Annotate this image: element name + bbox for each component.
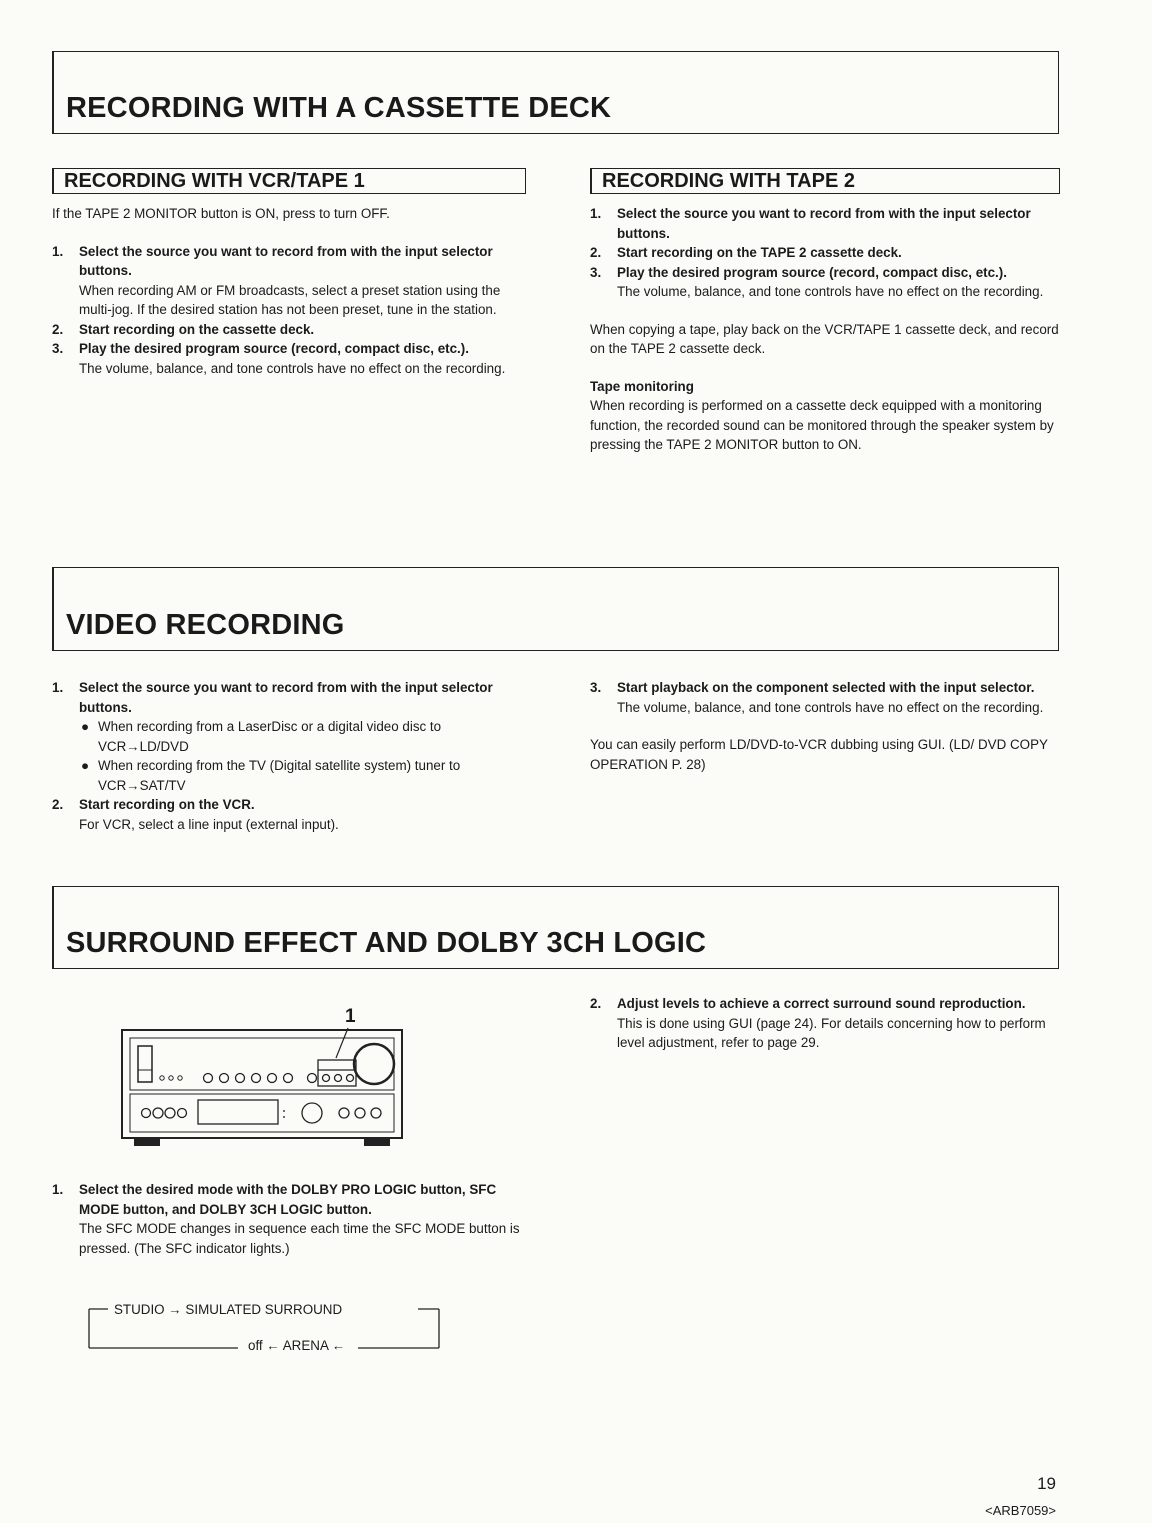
copy-note: When copying a tape, play back on the VCR/TAPE 1 cassette deck, and record on the TAPE 2 cassette deck. xyxy=(590,321,1059,356)
section-banner-surround xyxy=(52,886,1059,969)
step-number: 2. xyxy=(590,996,602,1011)
video-left-column xyxy=(52,678,524,834)
bullet-item xyxy=(52,756,524,795)
section-banner-cassette xyxy=(52,51,1059,134)
tape2-column xyxy=(590,204,1060,455)
subheading-vcr-tape1 xyxy=(52,168,526,194)
page-number: 19 xyxy=(1037,1474,1056,1493)
step-text: Select the source you want to record from with the input selector buttons. xyxy=(617,206,1031,241)
list-item xyxy=(590,994,1060,1053)
section-title-video: VIDEO RECORDING xyxy=(66,609,345,641)
subheading-tape2 xyxy=(590,168,1060,194)
list-item xyxy=(52,339,524,378)
step-note: The volume, balance, and tone controls have no effect on the recording. xyxy=(79,360,506,376)
document-code: <ARB7059> xyxy=(985,1503,1056,1518)
list-item xyxy=(590,678,1060,717)
vcr-tape1-intro: If the TAPE 2 MONITOR button is ON, press to turn OFF. xyxy=(52,206,390,221)
list-item xyxy=(590,204,1060,243)
list-item xyxy=(52,795,524,834)
step-text: Play the desired program source (record, compact disc, etc.). xyxy=(79,341,469,356)
step-number: 1. xyxy=(590,206,602,221)
receiver-illustration xyxy=(112,1000,412,1160)
bullet-text: When recording from a LaserDisc or a digital video disc to VCR→LD/DVD xyxy=(98,719,442,754)
step-text: Select the source you want to record from with the input selector buttons. xyxy=(79,680,493,715)
list-item xyxy=(52,678,524,717)
step-text: Start recording on the cassette deck. xyxy=(79,321,315,337)
step-text: Start playback on the component selected with the input selector. xyxy=(617,680,1035,695)
step-number: 2. xyxy=(52,797,64,812)
tape-monitoring-heading: Tape monitoring xyxy=(590,378,694,394)
step-note: For VCR, select a line input (external input). xyxy=(79,816,339,832)
list-item xyxy=(52,320,524,340)
step-number: 3. xyxy=(52,341,64,356)
surround-left-column xyxy=(52,1180,524,1258)
step-text: Start recording on the TAPE 2 cassette deck. xyxy=(617,245,902,260)
step-number: 3. xyxy=(590,264,602,280)
step-number: 3. xyxy=(590,680,602,695)
step-note: The SFC MODE changes in sequence each time the SFC MODE button is pressed. (The SFC indicator lights.) xyxy=(79,1221,520,1256)
sfc-mode-flow-diagram xyxy=(88,1298,442,1360)
bullet-item xyxy=(52,717,524,756)
step-note: The volume, balance, and tone controls have no effect on the recording. xyxy=(617,699,1044,715)
step-number: 2. xyxy=(590,245,602,260)
list-item xyxy=(52,1180,524,1258)
step-text: Adjust levels to achieve a correct surround sound reproduction. xyxy=(617,996,1026,1011)
step-number: 1. xyxy=(52,680,64,695)
bullet-icon: ● xyxy=(81,758,90,773)
bullet-icon: ● xyxy=(81,719,90,734)
bullet-text: When recording from the TV (Digital satellite system) tuner to VCR→SAT/TV xyxy=(98,758,461,793)
step-number: 2. xyxy=(52,321,64,337)
tape-monitoring-text: When recording is performed on a cassette deck equipped with a monitoring function, the recorded sound can be monitored through the speaker system by pressing the TAPE 2 MONITOR button to ON. xyxy=(590,398,1054,452)
figure-callout-number: 1 xyxy=(345,1006,356,1027)
section-banner-video xyxy=(52,567,1059,651)
vcr-tape1-column xyxy=(52,204,524,378)
subheading-tape2-label: RECORDING WITH TAPE 2 xyxy=(602,170,855,192)
surround-right-column xyxy=(590,994,1060,1053)
step-text: Select the desired mode with the DOLBY PRO LOGIC button, SFC MODE button, and DOLBY 3CH LOGIC button. xyxy=(79,1182,497,1217)
subheading-vcr-tape1-label: RECORDING WITH VCR/TAPE 1 xyxy=(64,170,365,192)
list-item xyxy=(590,263,1060,302)
dubbing-note: You can easily perform LD/DVD-to-VCR dubbing using GUI. (LD/ DVD COPY OPERATION P. 28) xyxy=(590,737,1048,772)
section-title-surround: SURROUND EFFECT AND DOLBY 3CH LOGIC xyxy=(66,927,707,959)
step-text: Play the desired program source (record, compact disc, etc.). xyxy=(617,264,1007,280)
step-number: 1. xyxy=(52,243,64,259)
section-title-cassette: RECORDING WITH A CASSETTE DECK xyxy=(66,92,612,124)
step-text: Select the source you want to record from with the input selector buttons. xyxy=(79,243,493,278)
video-right-column xyxy=(590,678,1060,774)
step-number: 1. xyxy=(52,1182,64,1197)
step-text: Start recording on the VCR. xyxy=(79,797,255,812)
list-item xyxy=(52,242,524,320)
step-note: This is done using GUI (page 24). For details concerning how to perform level adjustment, refer to page 29. xyxy=(617,1015,1046,1050)
flow-bottom-text: off ← ARENA ← xyxy=(248,1338,346,1353)
step-note: The volume, balance, and tone controls have no effect on the recording. xyxy=(617,284,1044,299)
list-item xyxy=(590,243,1060,263)
flow-top-text: STUDIO → SIMULATED SURROUND xyxy=(114,1302,343,1317)
step-note: When recording AM or FM broadcasts, select a preset station using the multi-jog. If the desired station has not been preset, tune in the station. xyxy=(79,282,501,317)
